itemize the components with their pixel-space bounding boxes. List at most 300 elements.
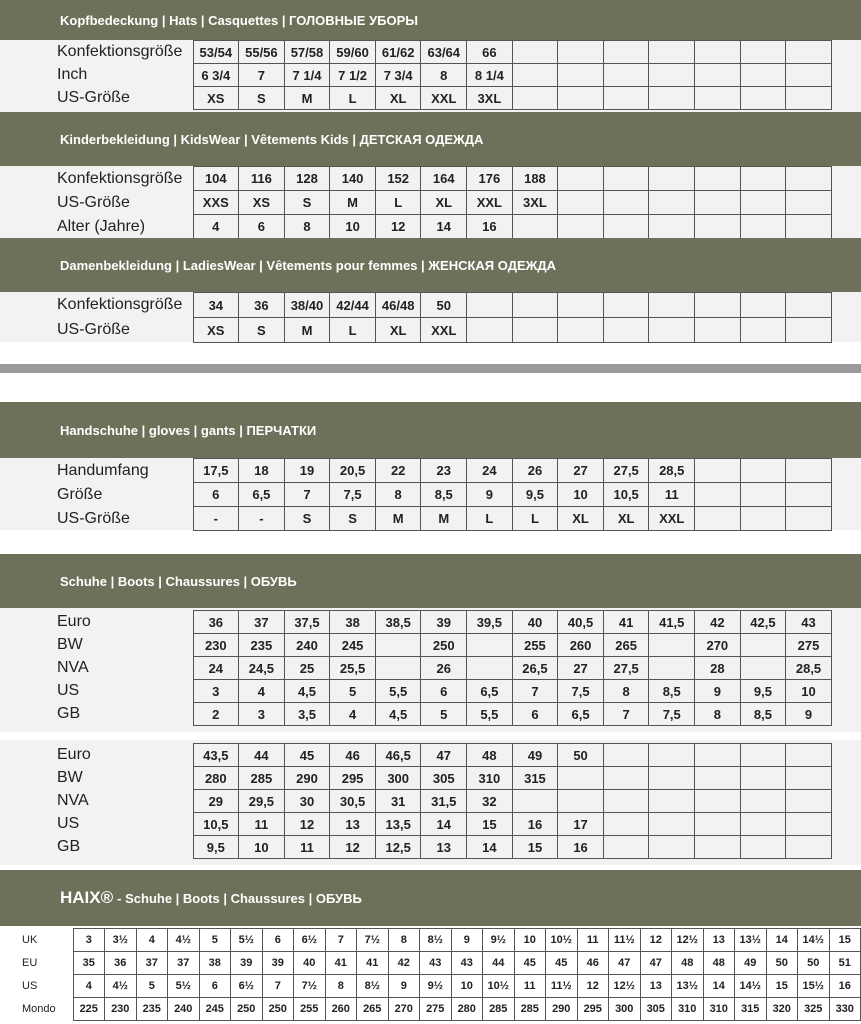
table-row (57, 215, 831, 239)
table-cell (649, 790, 695, 813)
table-cell: 30,5 (330, 790, 376, 813)
table-cell: 14 (467, 836, 513, 859)
table-cell: 305 (640, 998, 672, 1021)
table-cell (740, 459, 786, 483)
table-cell (603, 293, 649, 318)
table-cell: 4,5 (284, 680, 330, 703)
table-cell: 290 (546, 998, 578, 1021)
table-cell: 305 (421, 767, 467, 790)
table-cell: 8½ (420, 929, 452, 952)
table-row (57, 87, 831, 110)
table-cell (603, 167, 649, 191)
table-cell: 24 (193, 657, 239, 680)
table-cell: 15½ (798, 975, 830, 998)
table-cell: 270 (388, 998, 420, 1021)
table-cell: 260 (558, 634, 604, 657)
table-cell: 40,5 (558, 611, 604, 634)
table-cell: 10 (239, 836, 285, 859)
row-label: US-Größe (57, 191, 193, 215)
table-cell: 26 (512, 459, 558, 483)
table-cell: 4 (73, 975, 105, 998)
table-cell: XXL (421, 318, 467, 343)
table-cell (695, 167, 741, 191)
table-cell: 9,5 (512, 483, 558, 507)
row-label: NVA (57, 657, 193, 680)
table-cell: 6,5 (558, 703, 604, 726)
table-cell: XL (375, 87, 421, 110)
table-row (57, 767, 831, 790)
table-cell (467, 657, 513, 680)
gloves-title: Handschuhe | gloves | gants | ПЕРЧАТКИ (60, 422, 317, 438)
table-cell: 42,5 (740, 611, 786, 634)
table-cell: 9½ (420, 975, 452, 998)
table-cell (512, 41, 558, 64)
table-cell: 28,5 (649, 459, 695, 483)
table-cell: 53/54 (193, 41, 239, 64)
table-cell: 36 (193, 611, 239, 634)
table-cell: 6,5 (467, 680, 513, 703)
table-cell: 43 (451, 952, 483, 975)
table-cell: 16 (829, 975, 861, 998)
table-cell: 10 (514, 929, 546, 952)
table-cell: 2 (193, 703, 239, 726)
table-row (57, 657, 831, 680)
table-cell: 10 (558, 483, 604, 507)
table-cell: 4 (330, 703, 376, 726)
table-cell: 7½ (357, 929, 389, 952)
table-cell: M (284, 87, 330, 110)
table-cell (649, 318, 695, 343)
table-cell: 14 (421, 813, 467, 836)
table-cell: 7,5 (330, 483, 376, 507)
table-cell: 15 (766, 975, 798, 998)
table-cell (695, 767, 741, 790)
table-cell: 4,5 (375, 703, 421, 726)
table-cell: 230 (105, 998, 137, 1021)
table-cell: 42 (695, 611, 741, 634)
table-cell: 300 (609, 998, 641, 1021)
table-cell: 275 (786, 634, 832, 657)
table-cell: 9½ (483, 929, 515, 952)
table-cell: 47 (421, 744, 467, 767)
table-cell (603, 64, 649, 87)
table-row (57, 790, 831, 813)
table-cell (740, 167, 786, 191)
table-cell: 63/64 (421, 41, 467, 64)
table-cell: 49 (512, 744, 558, 767)
table-cell (786, 293, 832, 318)
table-cell (740, 634, 786, 657)
table-cell (649, 767, 695, 790)
table-cell: 8 (388, 929, 420, 952)
table-cell: 10,5 (193, 813, 239, 836)
table-cell: 37 (239, 611, 285, 634)
table-cell: 11 (284, 836, 330, 859)
table-cell (695, 836, 741, 859)
table-cell: 18 (239, 459, 285, 483)
table-cell (512, 64, 558, 87)
table-cell (695, 215, 741, 239)
table-cell (695, 191, 741, 215)
table-cell: 128 (284, 167, 330, 191)
table-cell (695, 41, 741, 64)
table-cell: 240 (284, 634, 330, 657)
table-cell: 12 (284, 813, 330, 836)
table-cell (558, 790, 604, 813)
table-cell: 4½ (105, 975, 137, 998)
table-cell: 37,5 (284, 611, 330, 634)
table-cell: 235 (136, 998, 168, 1021)
table-cell (467, 293, 513, 318)
table-cell (786, 483, 832, 507)
table-cell: 8,5 (649, 680, 695, 703)
table-cell (740, 790, 786, 813)
table-cell: 285 (239, 767, 285, 790)
row-label: EU (22, 952, 73, 975)
table-cell: 48 (672, 952, 704, 975)
table-cell: 13½ (672, 975, 704, 998)
table-cell: 8 (421, 64, 467, 87)
table-cell: XL (375, 318, 421, 343)
row-label: Konfektionsgröße (57, 293, 193, 318)
table-cell (786, 215, 832, 239)
table-cell: 5 (199, 929, 231, 952)
table-cell: 5 (136, 975, 168, 998)
table-cell: 265 (603, 634, 649, 657)
table-cell (740, 507, 786, 531)
table-cell: 24 (467, 459, 513, 483)
table-cell (603, 836, 649, 859)
table-cell: 7 1/2 (330, 64, 376, 87)
table-cell: 280 (193, 767, 239, 790)
table-cell (558, 167, 604, 191)
table-cell: 39 (421, 611, 467, 634)
table-cell (740, 767, 786, 790)
table-cell: 17,5 (193, 459, 239, 483)
table-cell: 38 (330, 611, 376, 634)
table-cell: 5 (330, 680, 376, 703)
table-cell: 15 (829, 929, 861, 952)
table-cell: 20,5 (330, 459, 376, 483)
table-cell (695, 64, 741, 87)
table-cell: 10 (330, 215, 376, 239)
table-cell: 310 (467, 767, 513, 790)
table-cell: XXL (421, 87, 467, 110)
table-cell: 5,5 (467, 703, 513, 726)
table-cell: 13 (703, 929, 735, 952)
table-cell: 27,5 (603, 657, 649, 680)
table-cell: 164 (421, 167, 467, 191)
table-cell: 11 (514, 975, 546, 998)
table-cell (603, 191, 649, 215)
table-cell (786, 459, 832, 483)
table-cell: 6 (239, 215, 285, 239)
table-cell: 310 (672, 998, 704, 1021)
table-cell (603, 767, 649, 790)
table-cell: 8 (375, 483, 421, 507)
table-cell: 15 (512, 836, 558, 859)
table-cell (740, 657, 786, 680)
table-cell: 36 (105, 952, 137, 975)
kids-header (0, 112, 861, 166)
table-cell: 37 (168, 952, 200, 975)
table-cell (786, 836, 832, 859)
row-label: US (22, 975, 73, 998)
table-cell: 8,5 (740, 703, 786, 726)
table-cell (375, 657, 421, 680)
table-cell: 330 (829, 998, 861, 1021)
table-cell: 37 (136, 952, 168, 975)
table-cell: S (284, 191, 330, 215)
table-cell: - (239, 507, 285, 531)
table-cell: 9 (467, 483, 513, 507)
table-cell: 4 (193, 215, 239, 239)
table-cell: 32 (467, 790, 513, 813)
table-cell: 3½ (105, 929, 137, 952)
table-cell: 255 (512, 634, 558, 657)
haix-title-brand: HAIX® (60, 888, 114, 907)
table-cell: 12 (640, 929, 672, 952)
gloves-header (0, 402, 861, 458)
table-cell (512, 790, 558, 813)
table-cell: 9 (786, 703, 832, 726)
row-label: US-Größe (57, 87, 193, 110)
table-cell: 290 (284, 767, 330, 790)
table-cell: XS (239, 191, 285, 215)
table-cell: M (330, 191, 376, 215)
table-cell (603, 318, 649, 343)
table-cell: 225 (73, 998, 105, 1021)
table-cell: 11½ (546, 975, 578, 998)
table-cell: 285 (483, 998, 515, 1021)
table-cell: 7 (603, 703, 649, 726)
table-cell: 10 (786, 680, 832, 703)
table-cell (467, 318, 513, 343)
table-cell (603, 215, 649, 239)
haix-title: - Schuhe | Boots | Chaussures | ОБУВЬ (117, 890, 362, 906)
kids-title: Kinderbekleidung | KidsWear | Vêtements Kids | ДЕТСКАЯ ОДЕЖДА (60, 131, 484, 147)
table-cell: 38/40 (284, 293, 330, 318)
table-cell: 188 (512, 167, 558, 191)
table-cell: 3,5 (284, 703, 330, 726)
table-cell: 6 3/4 (193, 64, 239, 87)
table-cell: 10,5 (603, 483, 649, 507)
table-cell: 48 (467, 744, 513, 767)
table-cell: 30 (284, 790, 330, 813)
table-row (57, 680, 831, 703)
table-cell: 255 (294, 998, 326, 1021)
table-cell: 6½ (294, 929, 326, 952)
table-cell: 6 (421, 680, 467, 703)
table-cell: 48 (703, 952, 735, 975)
table-cell (558, 767, 604, 790)
table-cell: 7,5 (649, 703, 695, 726)
table-cell: S (239, 318, 285, 343)
table-cell: 14 (421, 215, 467, 239)
table-cell: 61/62 (375, 41, 421, 64)
haix-header (0, 870, 861, 926)
table-cell: 16 (467, 215, 513, 239)
table-cell: XXL (467, 191, 513, 215)
table-cell: 17 (558, 813, 604, 836)
table-row (57, 611, 831, 634)
table-cell: 7 1/4 (284, 64, 330, 87)
table-cell (786, 167, 832, 191)
table-cell: 3 (73, 929, 105, 952)
table-cell (649, 64, 695, 87)
table-cell: 41 (325, 952, 357, 975)
table-cell: 43 (420, 952, 452, 975)
table-cell (649, 87, 695, 110)
row-label: US-Größe (57, 318, 193, 343)
table-cell: 14 (703, 975, 735, 998)
table-cell: 10 (451, 975, 483, 998)
table-cell: 265 (357, 998, 389, 1021)
table-cell: L (330, 87, 376, 110)
table-cell (786, 64, 832, 87)
table-cell (695, 459, 741, 483)
table-cell (695, 318, 741, 343)
row-label: US-Größe (57, 507, 193, 531)
table-cell: 46/48 (375, 293, 421, 318)
table-cell: 41 (603, 611, 649, 634)
table-cell: 270 (695, 634, 741, 657)
table-cell: 250 (231, 998, 263, 1021)
table-cell (740, 64, 786, 87)
table-cell: 36 (239, 293, 285, 318)
table-row (57, 703, 831, 726)
table-cell: 28 (695, 657, 741, 680)
table-row (57, 483, 831, 507)
table-cell: 320 (766, 998, 798, 1021)
table-cell: 6½ (231, 975, 263, 998)
table-cell: 5,5 (375, 680, 421, 703)
row-label: GB (57, 836, 193, 859)
table-cell: 27,5 (603, 459, 649, 483)
table-cell: 40 (512, 611, 558, 634)
table-cell: 55/56 (239, 41, 285, 64)
table-row (57, 744, 831, 767)
table-cell: S (284, 507, 330, 531)
table-cell: 45 (514, 952, 546, 975)
table-cell: 315 (512, 767, 558, 790)
table-cell: 7 (262, 975, 294, 998)
table-cell: 42/44 (330, 293, 376, 318)
table-cell (558, 87, 604, 110)
table-cell: 14½ (735, 975, 767, 998)
table-cell (649, 167, 695, 191)
table-cell: 45 (284, 744, 330, 767)
table-row (57, 191, 831, 215)
table-cell: 59/60 (330, 41, 376, 64)
table-cell: 9 (451, 929, 483, 952)
table-cell: 16 (558, 836, 604, 859)
table-cell: 34 (193, 293, 239, 318)
shoes-table-2 (57, 743, 832, 859)
table-cell (649, 41, 695, 64)
table-cell: 11½ (609, 929, 641, 952)
table-cell (512, 318, 558, 343)
table-cell: XS (193, 318, 239, 343)
ladies-title: Damenbekleidung | LadiesWear | Vêtements pour femmes | ЖЕНСКАЯ ОДЕЖДА (60, 257, 557, 273)
table-cell (649, 215, 695, 239)
table-cell: 275 (420, 998, 452, 1021)
table-cell: XL (603, 507, 649, 531)
table-cell: 51 (829, 952, 861, 975)
table-cell: 152 (375, 167, 421, 191)
table-cell (375, 634, 421, 657)
row-label: Inch (57, 64, 193, 87)
table-cell: 43,5 (193, 744, 239, 767)
table-cell: 49 (735, 952, 767, 975)
table-cell: 43 (786, 611, 832, 634)
gloves-table (57, 458, 832, 531)
table-cell: 25,5 (330, 657, 376, 680)
table-cell: 295 (577, 998, 609, 1021)
table-row (57, 836, 831, 859)
table-cell: 7 (512, 680, 558, 703)
table-cell: L (467, 507, 513, 531)
table-cell: 7 (239, 64, 285, 87)
table-cell: 300 (375, 767, 421, 790)
table-cell (603, 87, 649, 110)
table-cell: 42 (388, 952, 420, 975)
table-cell: 11 (577, 929, 609, 952)
table-cell: 310 (703, 998, 735, 1021)
table-cell (786, 813, 832, 836)
table-cell: 46 (577, 952, 609, 975)
table-cell (649, 634, 695, 657)
table-row (57, 507, 831, 531)
table-cell: 8½ (357, 975, 389, 998)
table-cell (558, 318, 604, 343)
table-cell (603, 41, 649, 64)
table-cell: 45 (546, 952, 578, 975)
table-row (22, 975, 861, 998)
table-cell: 19 (284, 459, 330, 483)
table-cell (740, 293, 786, 318)
table-cell: 6 (199, 975, 231, 998)
table-cell (740, 41, 786, 64)
row-label: Handumfang (57, 459, 193, 483)
table-cell: 230 (193, 634, 239, 657)
table-cell: 245 (199, 998, 231, 1021)
table-cell: 6 (262, 929, 294, 952)
table-cell: 25 (284, 657, 330, 680)
table-cell: 12 (330, 836, 376, 859)
table-cell: M (375, 507, 421, 531)
table-row (22, 929, 861, 952)
table-cell: 57/58 (284, 41, 330, 64)
table-cell: S (330, 507, 376, 531)
table-cell (558, 191, 604, 215)
table-cell: 250 (262, 998, 294, 1021)
table-cell: 12½ (609, 975, 641, 998)
table-cell: 4 (136, 929, 168, 952)
table-cell (649, 293, 695, 318)
table-cell: 24,5 (239, 657, 285, 680)
table-cell (603, 790, 649, 813)
table-cell (786, 790, 832, 813)
table-cell (695, 293, 741, 318)
hats-table (57, 40, 832, 110)
table-cell: 15 (467, 813, 513, 836)
table-cell (740, 191, 786, 215)
row-label: Konfektionsgröße (57, 167, 193, 191)
table-cell: 116 (239, 167, 285, 191)
table-cell (695, 790, 741, 813)
table-cell: 4½ (168, 929, 200, 952)
